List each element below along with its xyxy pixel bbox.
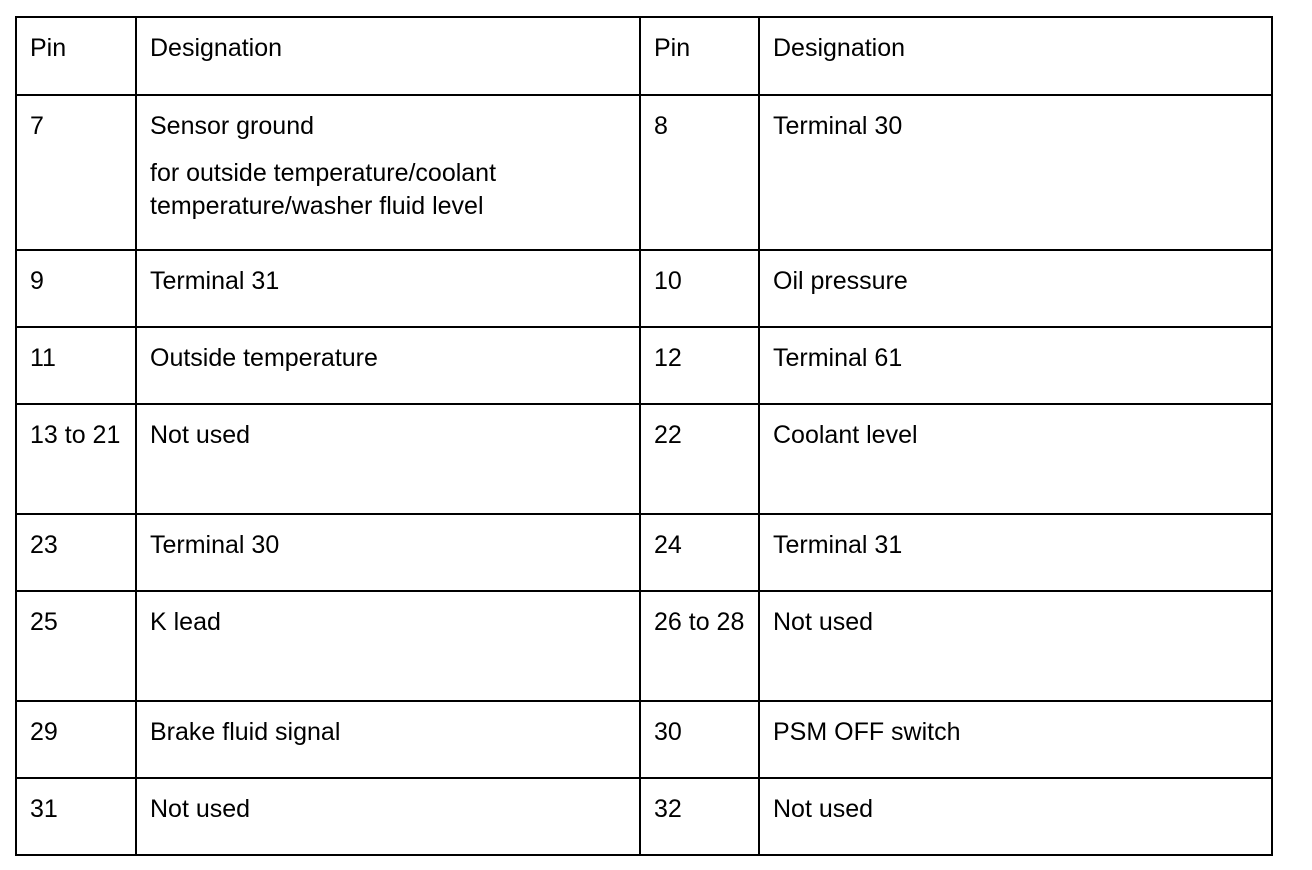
- header-pin: Pin: [16, 17, 136, 95]
- designation-cell: Terminal 61: [759, 327, 1272, 404]
- header-pin-2: Pin: [640, 17, 759, 95]
- designation-cell: Not used: [136, 778, 640, 855]
- table-row: [16, 514, 1272, 591]
- pin-cell: 7: [16, 95, 136, 250]
- designation-cell: Not used: [759, 778, 1272, 855]
- table-row: [16, 591, 1272, 701]
- table-row: [16, 701, 1272, 778]
- pin-cell: 10: [640, 250, 759, 327]
- designation-cell: Not used: [759, 591, 1272, 701]
- pin-assignment-table: [15, 16, 1273, 856]
- designation-cell: Terminal 30: [759, 95, 1272, 250]
- pin-cell: 8: [640, 95, 759, 250]
- designation-cell: PSM OFF switch: [759, 701, 1272, 778]
- pin-cell: 24: [640, 514, 759, 591]
- pin-cell: 22: [640, 404, 759, 514]
- header-designation: Designation: [136, 17, 640, 95]
- pin-cell: 13 to 21: [16, 404, 136, 514]
- designation-cell: [136, 95, 640, 250]
- designation-text: Sensor ground: [150, 112, 315, 140]
- designation-cell: Outside temperature: [136, 327, 640, 404]
- pin-cell: 25: [16, 591, 136, 701]
- designation-cell: Brake fluid signal: [136, 701, 640, 778]
- pin-cell: 31: [16, 778, 136, 855]
- pin-cell: 11: [16, 327, 136, 404]
- designation-cell: Terminal 31: [759, 514, 1272, 591]
- table-row: [16, 404, 1272, 514]
- designation-cell: Coolant level: [759, 404, 1272, 514]
- pin-cell: 32: [640, 778, 759, 855]
- designation-note: for outside temperature/coolant temperature/washer fluid level: [150, 159, 497, 220]
- pin-cell: 23: [16, 514, 136, 591]
- designation-cell: Oil pressure: [759, 250, 1272, 327]
- header-designation-2: Designation: [759, 17, 1272, 95]
- designation-cell: Terminal 31: [136, 250, 640, 327]
- pin-cell: 30: [640, 701, 759, 778]
- designation-cell: K lead: [136, 591, 640, 701]
- table-row: [16, 327, 1272, 404]
- designation-cell: Not used: [136, 404, 640, 514]
- pin-cell: 12: [640, 327, 759, 404]
- table-row: [16, 250, 1272, 327]
- pin-cell: 9: [16, 250, 136, 327]
- table-header-row: [16, 17, 1272, 95]
- table-row: [16, 95, 1272, 250]
- table-row: [16, 778, 1272, 855]
- pin-cell: 29: [16, 701, 136, 778]
- pin-cell: 26 to 28: [640, 591, 759, 701]
- designation-cell: Terminal 30: [136, 514, 640, 591]
